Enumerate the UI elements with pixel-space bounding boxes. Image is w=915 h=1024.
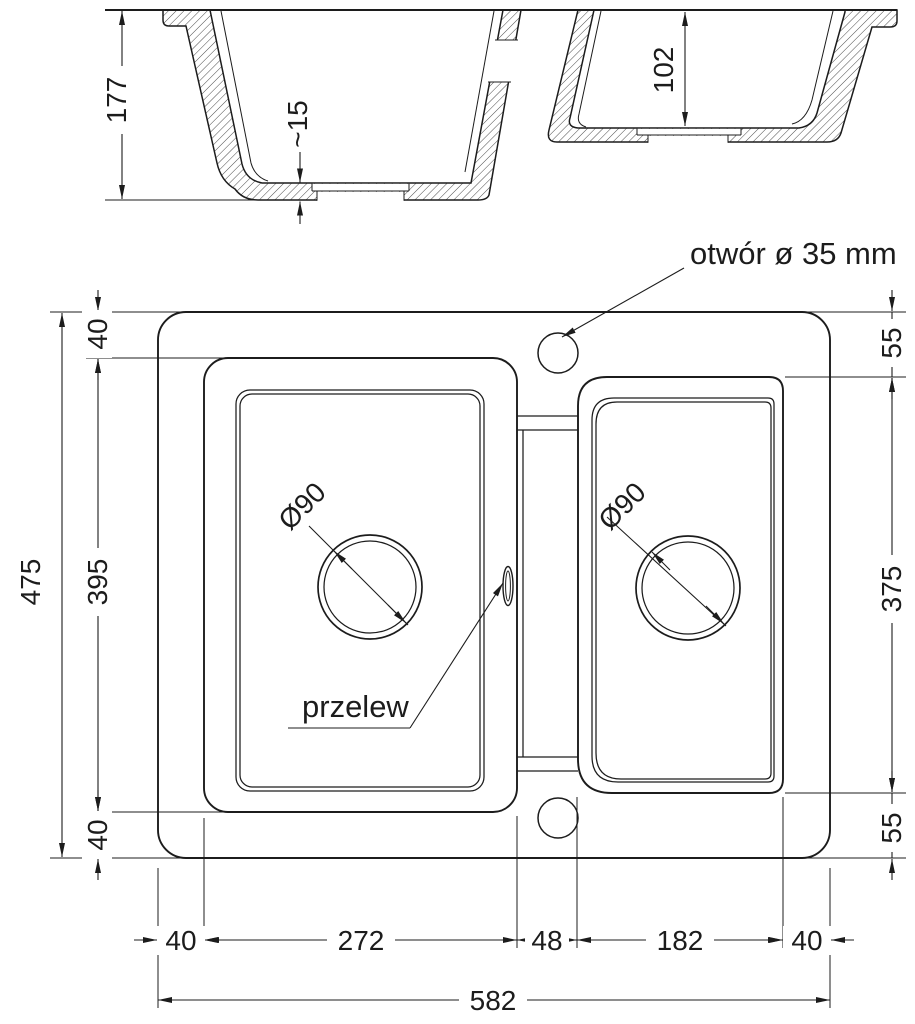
faucet-hole-bottom (538, 798, 578, 838)
faucet-hole-callout (562, 236, 897, 337)
dim-section-depth-small (648, 12, 685, 126)
dim-secondary-drain-text: Ø90 (592, 476, 652, 536)
dim-section-bottom-thickness (282, 100, 313, 224)
dim-main-bowl-height: 395 (82, 558, 113, 606)
dim-top-margin: 40 (82, 318, 113, 350)
dim-bottom-margin: 40 (82, 819, 113, 851)
dims-bottom (134, 797, 854, 1016)
main-bowl (204, 358, 517, 812)
dim-depth-small-text: 102 (648, 46, 679, 94)
section-view (101, 10, 897, 224)
divider-channel (517, 416, 578, 771)
dim-right-margin: 40 (791, 925, 823, 956)
dim-bottom-thickness-text: ~15 (282, 100, 313, 148)
dim-small-bowl-width: 182 (656, 925, 704, 956)
dim-main-bowl-width: 272 (337, 925, 385, 956)
section-overflow-gap (488, 40, 518, 82)
dims-left (15, 290, 234, 880)
section-small-bowl-wall (548, 10, 897, 142)
plan-view (15, 236, 907, 1016)
section-main-bowl-wall (163, 10, 521, 200)
dim-total-width: 582 (469, 985, 517, 1016)
dim-divider-width: 48 (531, 925, 563, 956)
dims-right (785, 290, 907, 880)
main-bowl-rim (204, 358, 517, 812)
overflow-label: przelew (302, 689, 409, 724)
faucet-hole-label: otwór ø 35 mm (690, 236, 897, 271)
dim-secondary-drain (592, 476, 726, 626)
dim-small-bowl-height: 375 (876, 565, 907, 613)
overflow-oval (503, 567, 513, 606)
dim-depth-main-text: 177 (101, 76, 132, 124)
dim-main-drain (272, 476, 408, 625)
dim-main-drain-text: Ø90 (272, 476, 332, 536)
dim-section-depth-main (101, 11, 132, 199)
dim-small-top-margin: 55 (876, 327, 907, 359)
dim-left-margin: 40 (165, 925, 197, 956)
dim-total-height: 475 (15, 558, 46, 606)
faucet-hole-top (538, 333, 578, 373)
dim-small-bottom-margin: 55 (876, 812, 907, 844)
